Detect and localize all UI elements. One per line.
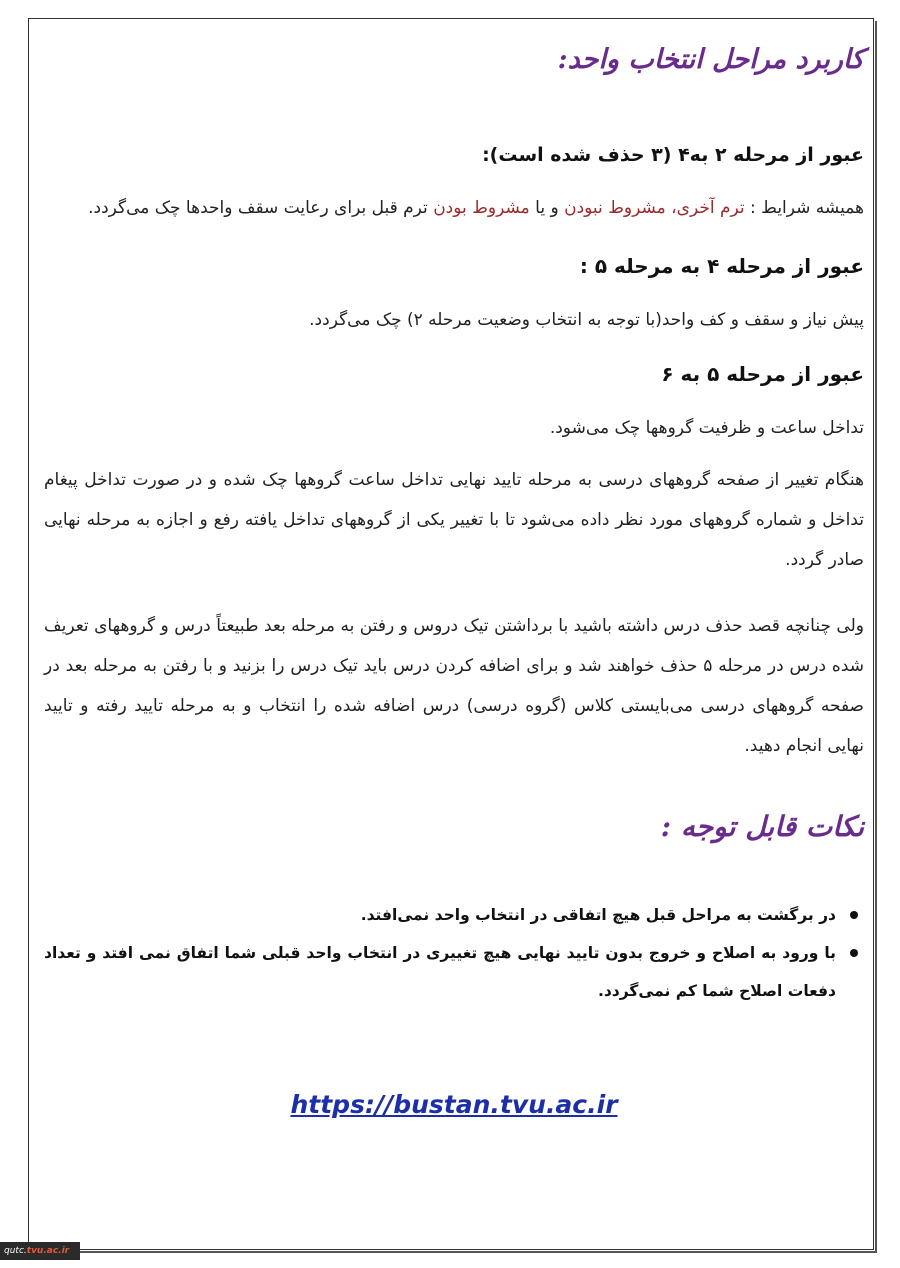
section2-heading: عبور از مرحله ۴ به مرحله ۵ : <box>579 254 864 278</box>
notes-list <box>44 896 864 1010</box>
section1-prefix: همیشه شرایط : <box>744 198 864 218</box>
notes-title: نکات قابل توجه : <box>660 810 864 843</box>
note-text: با ورود به اصلاح و خروج بدون تایید نهایی هیچ تغییری در انتخاب واحد قبلی شما اتفاق نمی افتد و تعداد دفعات اصلاح شما کم نمی‌گردد. <box>44 944 836 1000</box>
website-link[interactable]: https://bustan.tvu.ac.ir <box>290 1090 618 1119</box>
section1-red1: ترم آخری، مشروط نبودن <box>564 198 745 218</box>
section2-text: پیش نیاز و سقف و کف واحد(با توجه به انتخاب وضعیت مرحله ۲) چک می‌گردد. <box>309 310 864 330</box>
website-link-container <box>44 1090 864 1119</box>
list-item <box>44 934 864 1010</box>
watermark-badge <box>0 1242 80 1260</box>
list-item <box>44 896 864 934</box>
section1-mid: و یا <box>529 198 565 218</box>
bullet-icon <box>850 911 858 919</box>
section3-text: تداخل ساعت و ظرفیت گروهها چک می‌شود. <box>549 418 864 438</box>
bullet-icon <box>850 949 858 957</box>
badge-domain: tvu.ac.ir <box>26 1246 70 1256</box>
paragraph-conflict: هنگام تغییر از صفحه گروههای درسی به مرحله تایید نهایی تداخل ساعت گروهها چک شده و در صورت تداخل پیغام تداخل و شماره گروههای مورد نظر داده می‌شود تا با تغییر یکی از گروههای تداخل یافته رفع و اجازه به مرحله نهایی صادر گردد. <box>44 470 864 570</box>
section3-heading: عبور از مرحله ۵ به ۶ <box>661 362 864 386</box>
paragraph-remove-course: ولی چنانچه قصد حذف درس داشته باشید با برداشتن تیک دروس و رفتن به مرحله بعد طبیعتاً درس و گروههای تعریف شده درس در مرحله ۵ حذف خواهند شد و برای اضافه کردن درس باید تیک درس را بزنید و با رفتن به مرحله بعد در صفحه گروههای درسی می‌بایستی کلاس (گروه درسی) درس اضافه شده را انتخاب و به مرحله تایید رفته و تایید نهایی انجام دهید. <box>44 616 864 756</box>
page-title: کاربرد مراحل انتخاب واحد: <box>557 44 864 75</box>
section1-red2: مشروط بودن <box>433 198 530 218</box>
section1-heading: عبور از مرحله ۲ به۴ (۳ حذف شده است): <box>482 144 864 166</box>
note-text: در برگشت به مراحل قبل هیچ اتفاقی در انتخاب واحد نمی‌افتد. <box>360 906 836 924</box>
section1-text <box>88 198 864 218</box>
badge-prefix: qutc. <box>4 1246 27 1256</box>
section1-suffix: ترم قبل برای رعایت سقف واحدها چک می‌گردد. <box>88 198 434 218</box>
